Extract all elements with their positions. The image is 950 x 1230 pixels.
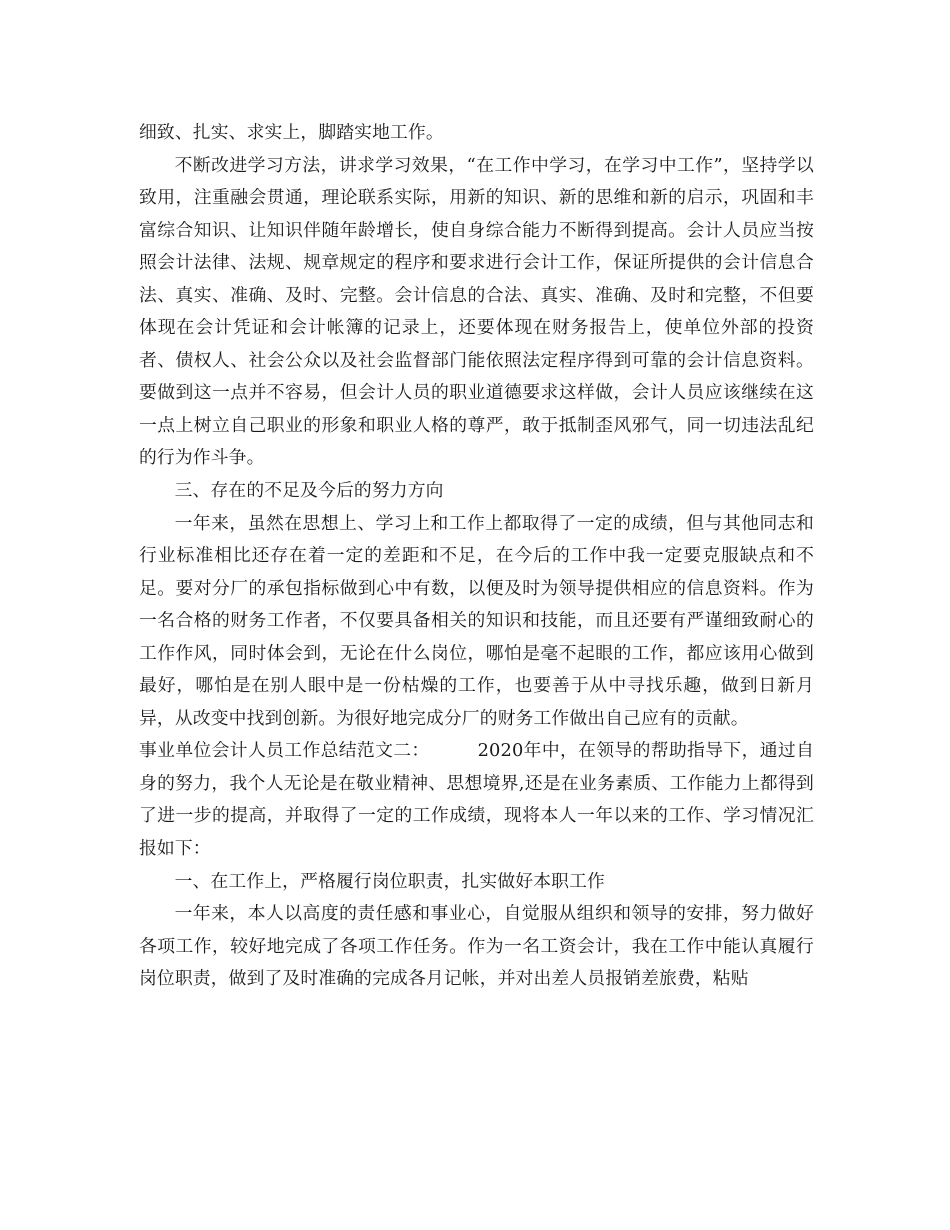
section-heading-1: 一、在工作上，严格履行岗位职责，扎实做好本职工作 <box>174 870 605 892</box>
paragraph-1: 细致、扎实、求实上，脚踏实地工作。 <box>139 122 444 143</box>
paragraph-5 <box>139 735 814 865</box>
sample-title-2: 事业单位会计人员工作总结范文二： <box>139 740 430 762</box>
paragraph-5-body: 2020年中，在领导的帮助指导下，通过自身的努力，我个人无论是在敬业精神、思想境界,还是在业务素质、工作能力上都得到了进一步的提高，并取得了一定的工作成绩，现将本人一年以来的工作、学习情况汇报如下： <box>139 740 814 860</box>
paragraph-7: 一年来，本人以高度的责任感和事业心，自觉服从组织和领导的安排，努力做好各项工作，较好地完成了各项工作任务。作为一名工资会计，我在工作中能认真履行岗位职责，做到了及时准确的完成各月记帐，并对出差人员报销差旅费，粘贴 <box>139 903 814 990</box>
document-body <box>139 117 814 996</box>
section-heading-3: 三、存在的不足及今后的努力方向 <box>174 480 444 502</box>
paragraph-4: 一年来，虽然在思想上、学习上和工作上都取得了一定的成绩，但与其他同志和行业标准相比还存在着一定的差距和不足，在今后的工作中我一定要克服缺点和不足。要对分厂的承包指标做到心中有数，以便及时为领导提供相应的信息资料。作为一名合格的财务工作者，不仅要具备相关的知识和技能，而且还要有严谨细致耐心的工作作风，同时体会到，无论在什么岗位，哪怕是毫不起眼的工作，都应该用心做到最好，哪怕是在别人眼中是一份枯燥的工作，也要善于从中寻找乐趣，做到日新月异，从改变中找到创新。为很好地完成分厂的财务工作做出自己应有的贡献。 <box>139 512 814 729</box>
paragraph-2: 不断改进学习方法，讲求学习效果，“在工作中学习，在学习中工作”，坚持学以致用，注重融会贯通，理论联系实际，用新的知识、新的思维和新的启示，巩固和丰富综合知识、让知识伴随年龄增长，使自身综合能力不断得到提高。会计人员应当按照会计法律、法规、规章规定的程序和要求进行会计工作，保证所提供的会计信息合法、真实、准确、及时、完整。会计信息的合法、真实、准确、及时和完整，不但要体现在会计凭证和会计帐簿的记录上，还要体现在财务报告上，使单位外部的投资者、债权人、社会公众以及社会监督部门能依照法定程序得到可靠的会计信息资料。要做到这一点并不容易，但会计人员的职业道德要求这样做，会计人员应该继续在这一点上树立自己职业的形象和职业人格的尊严，敢于抵制歪风邪气，同一切违法乱纪的行为作斗争。 <box>139 154 814 469</box>
